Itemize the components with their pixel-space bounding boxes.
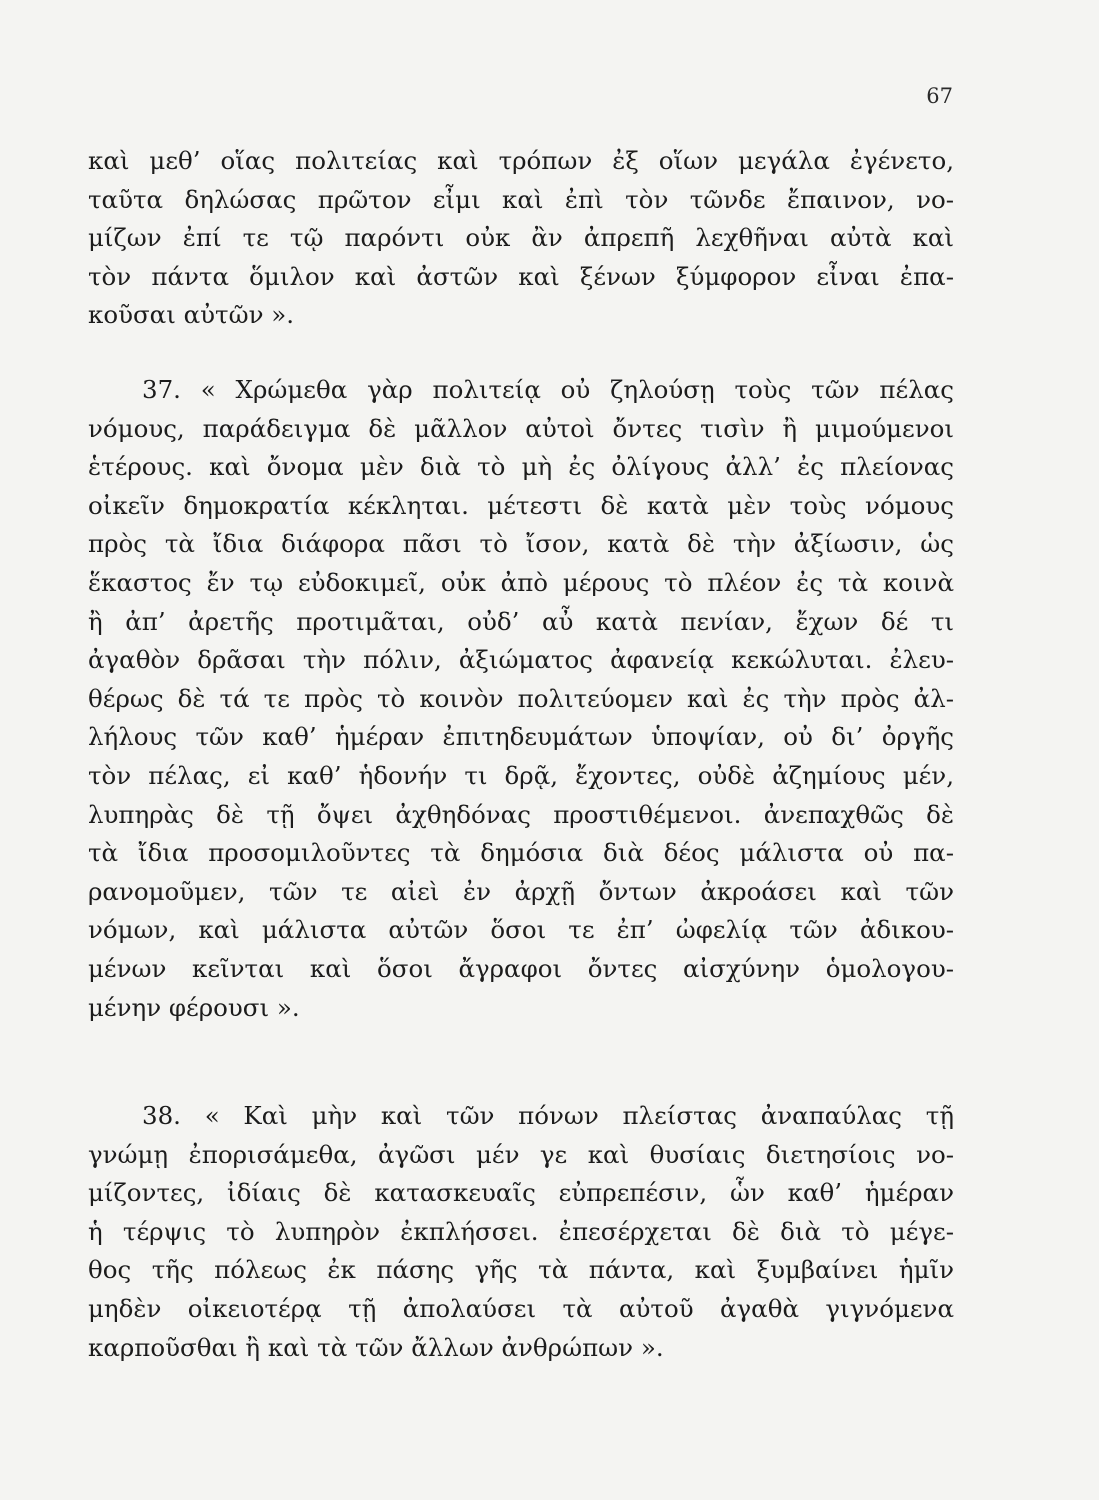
page-number: 67	[926, 84, 953, 108]
text-line: ἀγαθὸν δρᾶσαι τὴν πόλιν, ἀξιώματος ἀφανείᾳ κεκώλυται. ἐλευ-	[88, 645, 954, 675]
text-line: λυπηρὰς δὲ τῇ ὄψει ἀχθηδόνας προστιθέμενοι. ἀνεπαχθῶς δὲ	[88, 799, 954, 829]
text-line: νόμους, παράδειγμα δὲ μᾶλλον αὐτοὶ ὄντες τισὶν ἢ μιμούμενοι	[88, 413, 954, 443]
text-line: νόμων, καὶ μάλιστα αὐτῶν ὅσοι τε ἐπ’ ὠφελίᾳ τῶν ἀδικου-	[88, 915, 954, 945]
text-line: ἕκαστος ἔν τῳ εὐδοκιμεῖ, οὐκ ἀπὸ μέρους τὸ πλέον ἐς τὰ κοινὰ	[88, 567, 954, 597]
text-line: 38. « Καὶ μὴν καὶ τῶν πόνων πλείστας ἀναπαύλας τῇ	[142, 1101, 954, 1130]
text-line: γνώμῃ ἐπορισάμεθα, ἀγῶσι μέν γε καὶ θυσίαις διετησίοις νο-	[88, 1139, 954, 1169]
text-line: ἢ ἀπ’ ἀρετῆς προτιμᾶται, οὐδ’ αὖ κατὰ πενίαν, ἔχων δέ τι	[88, 606, 954, 636]
text-line: ταῦτα δηλώσας πρῶτον εἶμι καὶ ἐπὶ τὸν τῶνδε ἔπαινον, νο-	[88, 184, 954, 214]
text-line: ἑτέρους. καὶ ὄνομα μὲν διὰ τὸ μὴ ἐς ὀλίγους ἀλλ’ ἐς πλείονας	[88, 452, 954, 482]
text-line: τὸν πάντα ὅμιλον καὶ ἀστῶν καὶ ξένων ξύμφορον εἶναι ἐπα-	[88, 261, 954, 291]
text-line: μένων κεῖνται καὶ ὅσοι ἄγραφοι ὄντες αἰσχύνην ὁμολογου-	[88, 953, 954, 983]
paragraph-section-37	[88, 371, 954, 1027]
text-line: ἡ τέρψις τὸ λυπηρὸν ἐκπλήσσει. ἐπεσέρχεται δὲ διὰ τὸ μέγε-	[88, 1216, 954, 1246]
text-line: τὸν πέλας, εἰ καθ’ ἡδονήν τι δρᾷ, ἔχοντες, οὐδὲ ἀζημίους μέν,	[88, 760, 954, 790]
text-line: 37. « Χρώμεθα γὰρ πολιτείᾳ οὐ ζηλούσῃ τοὺς τῶν πέλας	[142, 375, 954, 404]
text-line: μένην φέρουσι ».	[88, 992, 300, 1022]
text-line: μίζοντες, ἰδίαις δὲ κατασκευαῖς εὐπρεπέσιν, ὧν καθ’ ἡμέραν	[88, 1178, 954, 1208]
text-line: ρανομοῦμεν, τῶν τε αἰεὶ ἐν ἀρχῇ ὄντων ἀκροάσει καὶ τῶν	[88, 876, 954, 906]
text-line: πρὸς τὰ ἴδια διάφορα πᾶσι τὸ ἴσον, κατὰ δὲ τὴν ἀξίωσιν, ὡς	[88, 529, 954, 559]
paragraph-continuation	[88, 142, 954, 335]
text-line: θέρως δὲ τά τε πρὸς τὸ κοινὸν πολιτεύομεν καὶ ἐς τὴν πρὸς ἀλ-	[88, 683, 954, 713]
text-line: τὰ ἴδια προσομιλοῦντες τὰ δημόσια διὰ δέος μάλιστα οὐ πα-	[88, 838, 954, 868]
text-line: λήλους τῶν καθ’ ἡμέραν ἐπιτηδευμάτων ὑποψίαν, οὐ δι’ ὀργῆς	[88, 722, 954, 752]
text-line: οἰκεῖν δημοκρατία κέκληται. μέτεστι δὲ κατὰ μὲν τοὺς νόμους	[88, 490, 954, 520]
paragraph-section-38	[88, 1097, 954, 1367]
text-line: μίζων ἐπί τε τῷ παρόντι οὐκ ἂν ἀπρεπῆ λεχθῆναι αὐτὰ καὶ	[88, 223, 954, 253]
text-line: μηδὲν οἰκειοτέρᾳ τῇ ἀπολαύσει τὰ αὐτοῦ ἀγαθὰ γιγνόμενα	[88, 1293, 954, 1323]
text-line: καὶ μεθ’ οἵας πολιτείας καὶ τρόπων ἐξ οἵων μεγάλα ἐγένετο,	[88, 146, 954, 175]
text-line: καρποῦσθαι ἢ καὶ τὰ τῶν ἄλλων ἀνθρώπων ».	[88, 1332, 664, 1362]
text-line: θος τῆς πόλεως ἐκ πάσης γῆς τὰ πάντα, καὶ ξυμβαίνει ἡμῖν	[88, 1255, 954, 1285]
text-line: κοῦσαι αὐτῶν ».	[88, 300, 295, 330]
